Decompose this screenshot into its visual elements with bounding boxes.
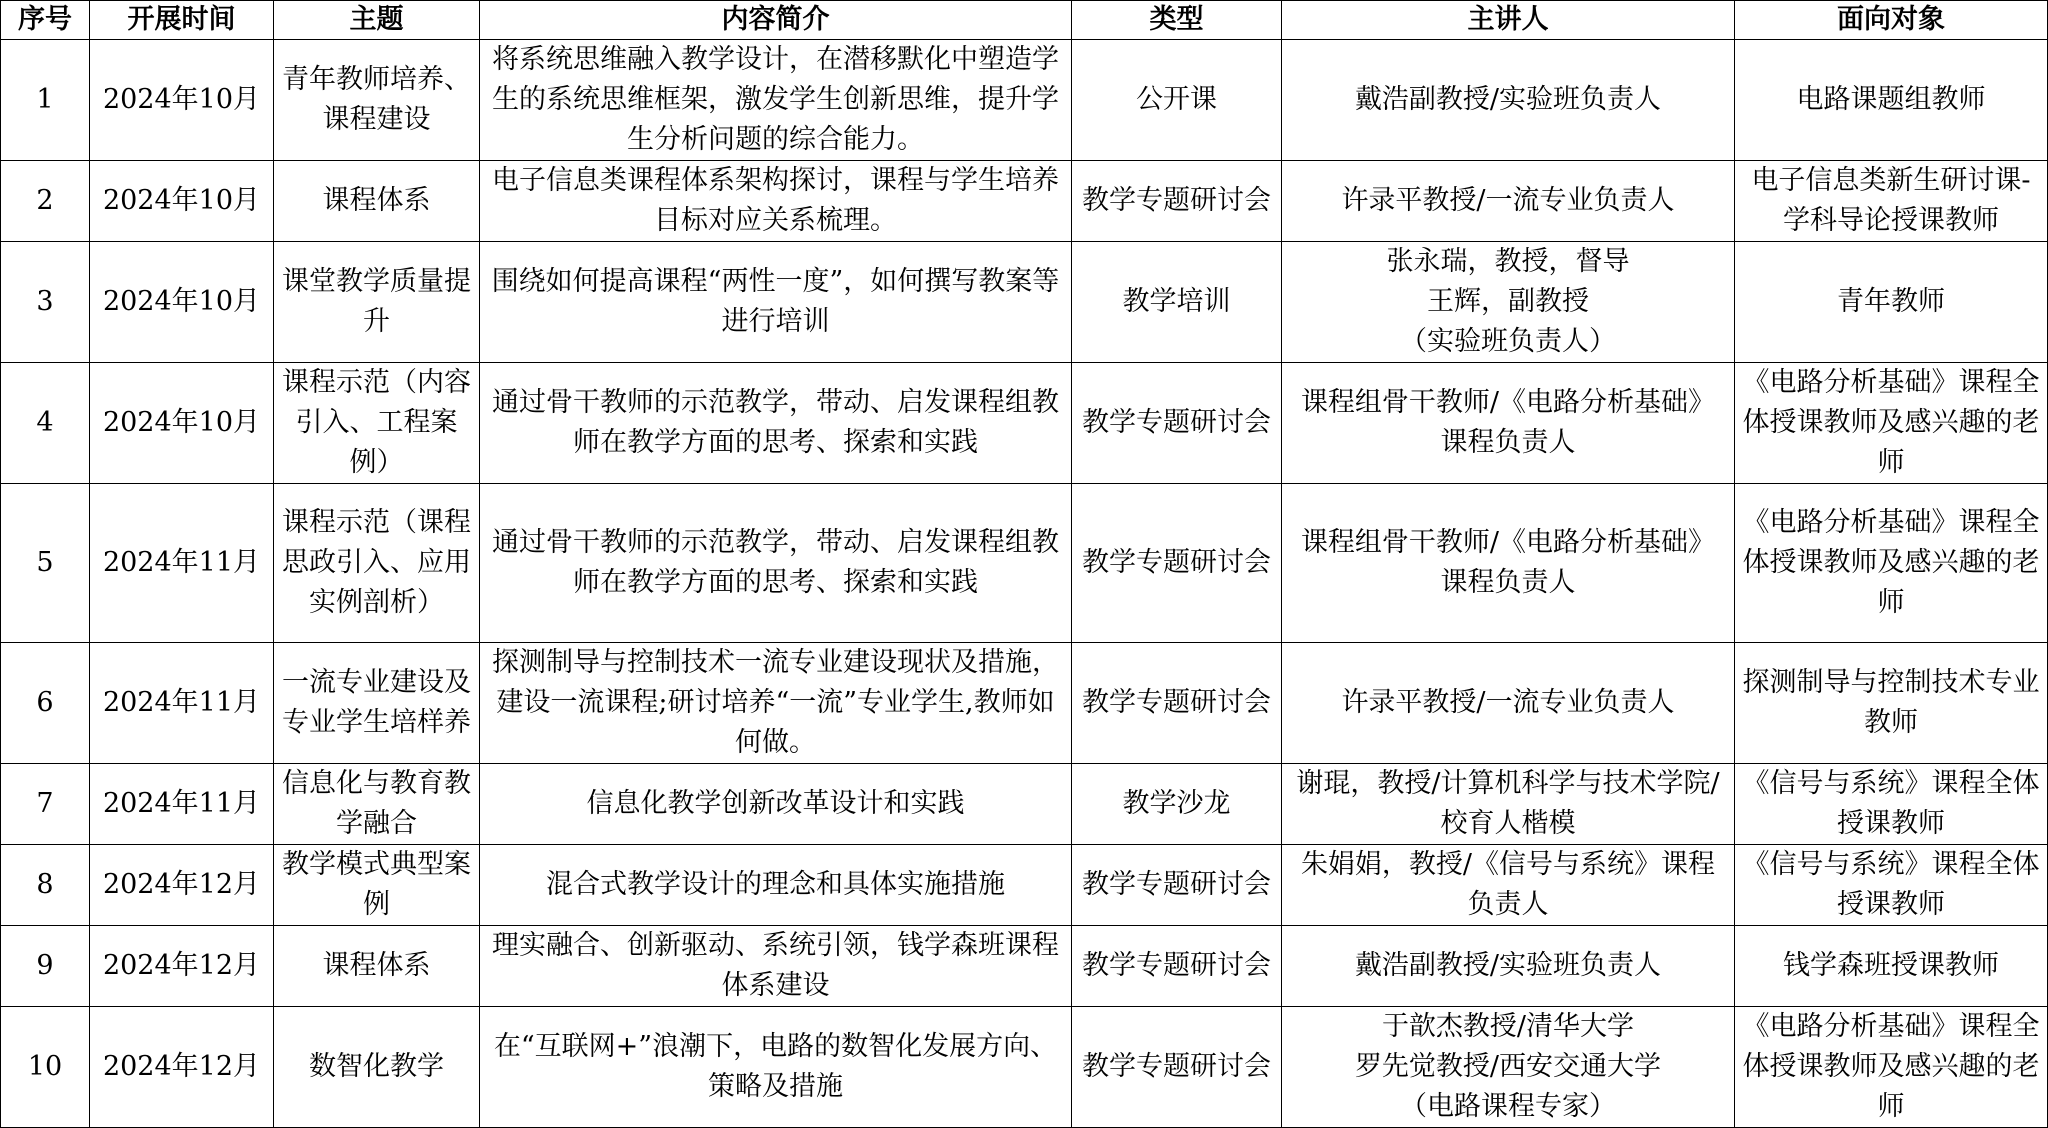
cell-speaker bbox=[1282, 926, 1735, 1007]
cell-summary: 通过骨干教师的示范教学，带动、启发课程组教师在教学方面的思考、探索和实践 bbox=[480, 363, 1072, 484]
cell-date: 2024年12月 bbox=[90, 845, 274, 926]
table-row bbox=[1, 643, 2048, 764]
cell-speaker-line: 戴浩副教授/实验班负责人 bbox=[1354, 950, 1662, 981]
cell-type: 教学培训 bbox=[1072, 242, 1282, 363]
cell-topic: 课程体系 bbox=[274, 161, 480, 242]
cell-summary: 通过骨干教师的示范教学，带动、启发课程组教师在教学方面的思考、探索和实践 bbox=[480, 484, 1072, 643]
cell-audience: 《电路分析基础》课程全体授课教师及感兴趣的老师 bbox=[1735, 484, 2048, 643]
cell-speaker bbox=[1282, 40, 1735, 161]
cell-topic: 一流专业建设及专业学生培样养 bbox=[274, 643, 480, 764]
cell-no: 9 bbox=[1, 926, 90, 1007]
table-row bbox=[1, 1007, 2048, 1128]
cell-speaker bbox=[1282, 764, 1735, 845]
cell-no: 6 bbox=[1, 643, 90, 764]
column-header-speaker: 主讲人 bbox=[1282, 1, 1735, 40]
cell-date: 2024年10月 bbox=[90, 40, 274, 161]
column-header-no: 序号 bbox=[1, 1, 90, 40]
cell-speaker bbox=[1282, 242, 1735, 363]
cell-type: 教学专题研讨会 bbox=[1072, 161, 1282, 242]
table-row bbox=[1, 161, 2048, 242]
cell-topic: 教学模式典型案例 bbox=[274, 845, 480, 926]
table-row bbox=[1, 926, 2048, 1007]
cell-audience: 青年教师 bbox=[1735, 242, 2048, 363]
cell-date: 2024年11月 bbox=[90, 764, 274, 845]
header-row bbox=[1, 1, 2048, 40]
cell-date: 2024年12月 bbox=[90, 926, 274, 1007]
cell-speaker bbox=[1282, 484, 1735, 643]
table-row bbox=[1, 845, 2048, 926]
cell-summary: 电子信息类课程体系架构探讨，课程与学生培养目标对应关系梳理。 bbox=[480, 161, 1072, 242]
cell-type: 教学专题研讨会 bbox=[1072, 643, 1282, 764]
cell-summary: 在“互联网+”浪潮下，电路的数智化发展方向、策略及措施 bbox=[480, 1007, 1072, 1128]
cell-topic: 课程体系 bbox=[274, 926, 480, 1007]
cell-audience: 《电路分析基础》课程全体授课教师及感兴趣的老师 bbox=[1735, 1007, 2048, 1128]
cell-topic: 青年教师培养、课程建设 bbox=[274, 40, 480, 161]
cell-date: 2024年10月 bbox=[90, 242, 274, 363]
cell-speaker bbox=[1282, 161, 1735, 242]
cell-speaker bbox=[1282, 643, 1735, 764]
cell-speaker-line: 王辉，副教授 bbox=[1427, 286, 1589, 317]
cell-summary: 探测制导与控制技术一流专业建设现状及措施，建设一流课程;研讨培养“一流”专业学生,教师如何做。 bbox=[480, 643, 1072, 764]
table-row bbox=[1, 484, 2048, 643]
table-body bbox=[1, 40, 2048, 1128]
column-header-date: 开展时间 bbox=[90, 1, 274, 40]
cell-audience: 《信号与系统》课程全体授课教师 bbox=[1735, 764, 2048, 845]
cell-type: 教学专题研讨会 bbox=[1072, 926, 1282, 1007]
cell-speaker-line: 张永瑞，教授，督导 bbox=[1386, 246, 1630, 277]
cell-type: 教学沙龙 bbox=[1072, 764, 1282, 845]
cell-audience: 探测制导与控制技术专业教师 bbox=[1735, 643, 2048, 764]
cell-summary: 将系统思维融入教学设计，在潜移默化中塑造学生的系统思维框架，激发学生创新思维，提升学生分析问题的综合能力。 bbox=[480, 40, 1072, 161]
cell-speaker-line: 戴浩副教授/实验班负责人 bbox=[1354, 84, 1662, 115]
cell-no: 4 bbox=[1, 363, 90, 484]
cell-speaker bbox=[1282, 845, 1735, 926]
cell-topic: 数智化教学 bbox=[274, 1007, 480, 1128]
cell-date: 2024年10月 bbox=[90, 161, 274, 242]
cell-no: 5 bbox=[1, 484, 90, 643]
cell-date: 2024年11月 bbox=[90, 484, 274, 643]
cell-date: 2024年12月 bbox=[90, 1007, 274, 1128]
cell-no: 7 bbox=[1, 764, 90, 845]
cell-speaker bbox=[1282, 1007, 1735, 1128]
cell-summary: 混合式教学设计的理念和具体实施措施 bbox=[480, 845, 1072, 926]
cell-speaker-line: 于歆杰教授/清华大学 bbox=[1381, 1011, 1635, 1042]
table-row bbox=[1, 764, 2048, 845]
cell-date: 2024年11月 bbox=[90, 643, 274, 764]
cell-no: 8 bbox=[1, 845, 90, 926]
cell-speaker-line: 朱娟娟，教授/《信号与系统》课程负责人 bbox=[1300, 849, 1716, 920]
cell-speaker bbox=[1282, 363, 1735, 484]
cell-summary: 信息化教学创新改革设计和实践 bbox=[480, 764, 1072, 845]
table-row bbox=[1, 242, 2048, 363]
cell-type: 教学专题研讨会 bbox=[1072, 484, 1282, 643]
column-header-topic: 主题 bbox=[274, 1, 480, 40]
column-header-audience: 面向对象 bbox=[1735, 1, 2048, 40]
table-row bbox=[1, 363, 2048, 484]
cell-type: 教学专题研讨会 bbox=[1072, 363, 1282, 484]
cell-no: 3 bbox=[1, 242, 90, 363]
cell-speaker-line: 课程组骨干教师/《电路分析基础》课程负责人 bbox=[1300, 527, 1716, 598]
cell-speaker-line: 课程组骨干教师/《电路分析基础》课程负责人 bbox=[1300, 387, 1716, 458]
cell-summary: 围绕如何提高课程“两性一度”，如何撰写教案等进行培训 bbox=[480, 242, 1072, 363]
cell-topic: 课程示范（课程思政引入、应用实例剖析） bbox=[274, 484, 480, 643]
cell-type: 公开课 bbox=[1072, 40, 1282, 161]
cell-audience: 《电路分析基础》课程全体授课教师及感兴趣的老师 bbox=[1735, 363, 2048, 484]
cell-topic: 课程示范（内容引入、工程案例） bbox=[274, 363, 480, 484]
cell-date: 2024年10月 bbox=[90, 363, 274, 484]
table-row bbox=[1, 40, 2048, 161]
cell-audience: 电子信息类新生研讨课-学科导论授课教师 bbox=[1735, 161, 2048, 242]
cell-speaker-line: 罗先觉教授/西安交通大学 bbox=[1354, 1051, 1662, 1082]
cell-topic: 课堂教学质量提升 bbox=[274, 242, 480, 363]
cell-audience: 《信号与系统》课程全体授课教师 bbox=[1735, 845, 2048, 926]
cell-speaker-line: 谢琨，教授/计算机科学与技术学院/校育人楷模 bbox=[1296, 768, 1720, 839]
cell-type: 教学专题研讨会 bbox=[1072, 845, 1282, 926]
cell-speaker-line: （电路课程专家） bbox=[1400, 1091, 1616, 1122]
cell-audience: 电路课题组教师 bbox=[1735, 40, 2048, 161]
column-header-type: 类型 bbox=[1072, 1, 1282, 40]
cell-no: 2 bbox=[1, 161, 90, 242]
cell-speaker-line: 许录平教授/一流专业负责人 bbox=[1341, 687, 1675, 718]
cell-summary: 理实融合、创新驱动、系统引领，钱学森班课程体系建设 bbox=[480, 926, 1072, 1007]
column-header-summary: 内容简介 bbox=[480, 1, 1072, 40]
cell-type: 教学专题研讨会 bbox=[1072, 1007, 1282, 1128]
cell-no: 10 bbox=[1, 1007, 90, 1128]
cell-speaker-line: （实验班负责人） bbox=[1400, 326, 1616, 357]
cell-audience: 钱学森班授课教师 bbox=[1735, 926, 2048, 1007]
cell-no: 1 bbox=[1, 40, 90, 161]
cell-speaker-line: 许录平教授/一流专业负责人 bbox=[1341, 185, 1675, 216]
cell-topic: 信息化与教育教学融合 bbox=[274, 764, 480, 845]
